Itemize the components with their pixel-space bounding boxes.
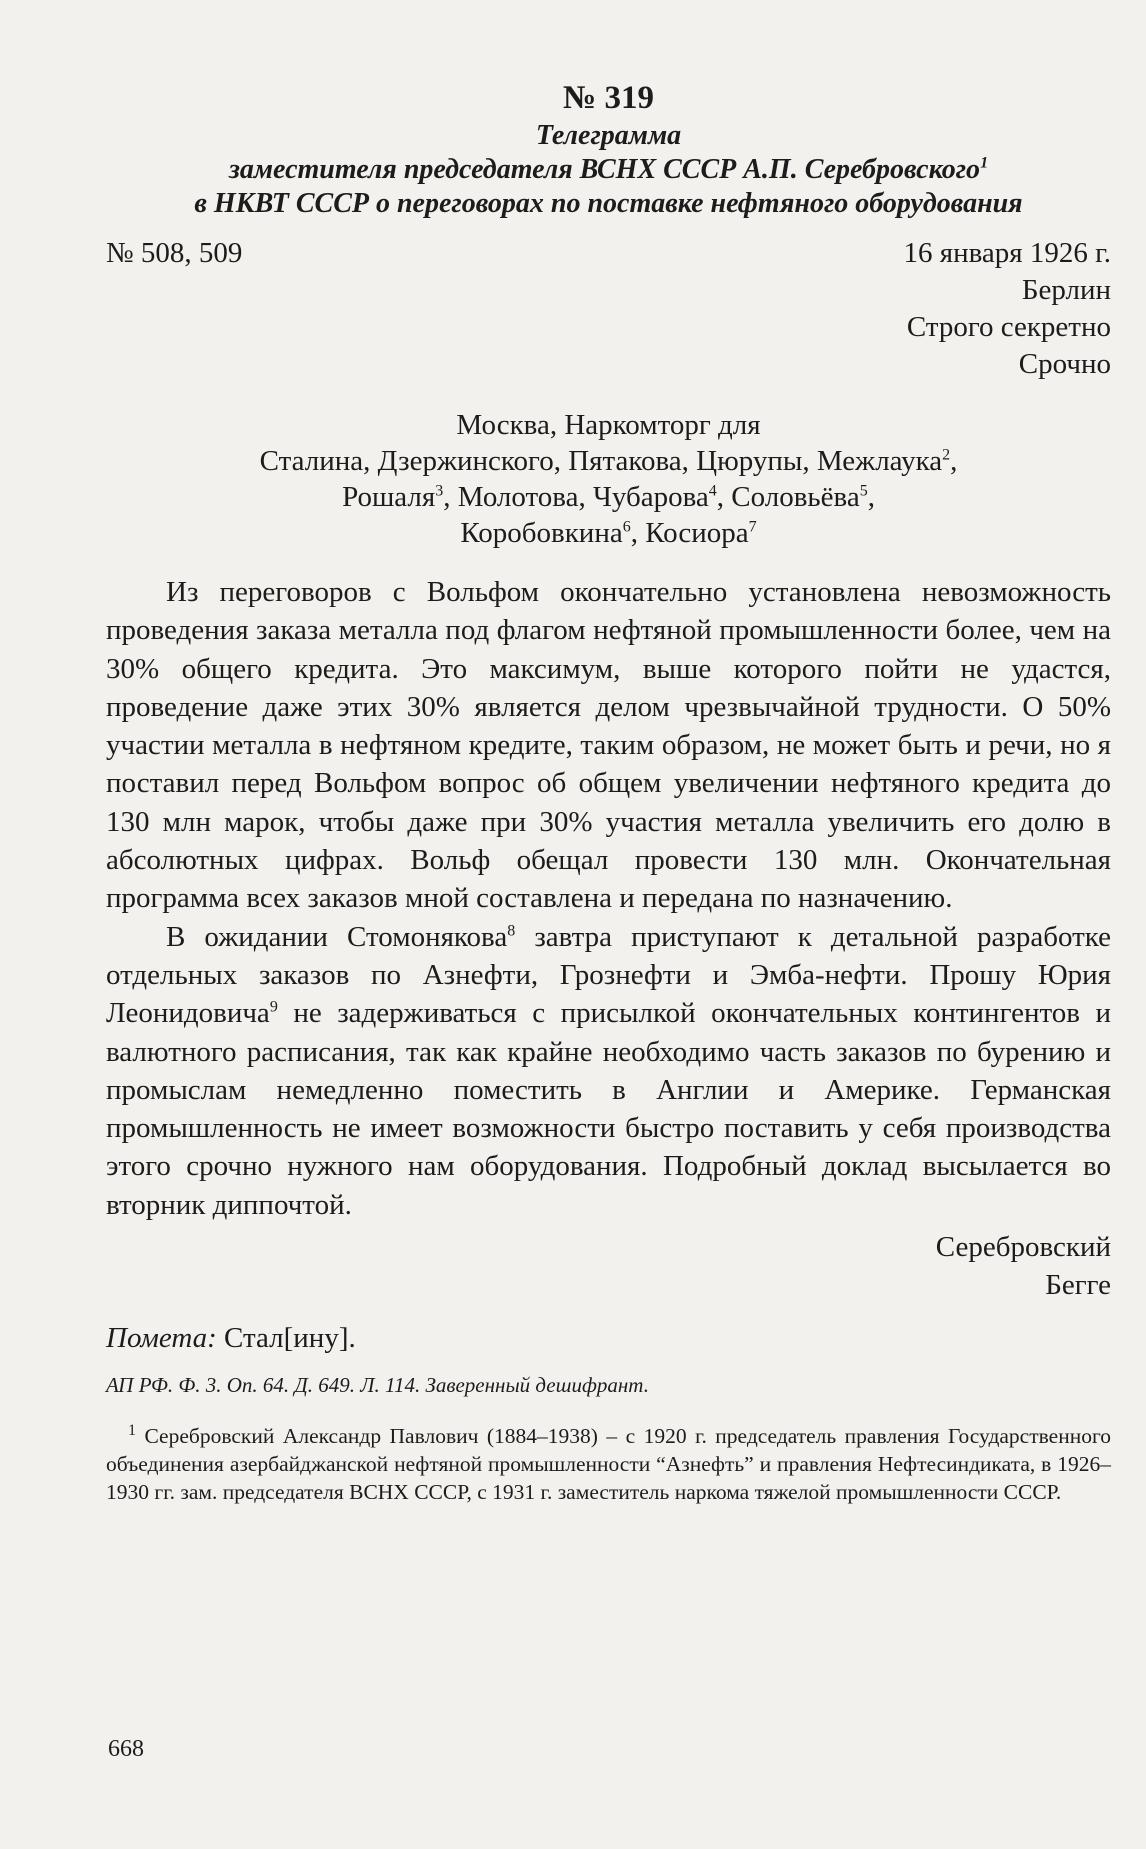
footnote-ref: 4 [708,482,717,500]
footnote-ref: 8 [507,922,516,940]
signatories [106,1228,1111,1304]
document-page [106,80,1111,1506]
footnote-ref: 9 [269,998,278,1016]
telegram-meta [106,235,1111,383]
document-date: 16 января 1926 г. [903,237,1111,269]
address-line-1: Москва, Наркомторг для [456,409,761,441]
footnote-ref: 7 [748,518,757,536]
document-type: Телеграмма [535,120,682,151]
footnote-ref: 3 [435,482,444,500]
reference-numbers: № 508, 509 [106,237,243,269]
footnote-ref: 6 [622,518,631,536]
telegram-body [106,573,1111,1224]
body-paragraph-1: Из переговоров с Вольфом окончательно установлена невозможность проведения заказа металла под флагом нефтяной промышленности более, чем на 30% общего кредита. Это максимум, выше которого пойти не удастся, проведение даже этих 30% является делом чрезвычайной трудности. О 50% участии металла в нефтяном кредите, таким образом, не может быть и речи, но я поставил перед Вольфом вопрос об общем увеличении нефтяного кредита до 130 млн марок, чтобы даже при 30% участия металла увеличить его долю в абсолютных цифрах. Вольф обещал провести 130 млн. Окончательная программа всех заказов мной составлена и передана по назначению. [106,576,1111,915]
annotation-label: Помета: [106,1322,217,1355]
address-line-2: Сталина, Дзержинского, Пятакова, Цюрупы, Межлаука$^2$, [259,445,958,477]
footnote: $^1$ Серебровский Александр Павлович (1884–1938) – с 1920 г. председатель правления Государственного объединения азербайджанской нефтяной промышленности “Азнефть” и правления Нефтесиндиката, в 1926–1930 гг. зам. председателя ВСНХ СССР, с 1931 г. заместитель наркома тяжелой промышленности СССР. [106,1421,1111,1505]
document-subtitle-line-3: в НКВТ СССР о переговорах по поставке нефтяного оборудования [194,188,1023,219]
address-line-4: Коробовкина$^6$, Косиора$^7$ [460,517,757,549]
document-place: Берлин [1021,274,1111,306]
urgency: Срочно [1018,348,1111,380]
annotation-text: Стал[ину]. [216,1322,356,1355]
signer: Бегге [1045,1269,1111,1302]
classification: Строго секретно [906,311,1111,343]
annotation [106,1322,1111,1355]
address-line-3: Рошаля$^3$, Молотова, Чубарова$^4$, Соловьёва$^5$, [342,481,875,513]
footnote-ref: 2 [942,446,951,464]
document-number: № 319 [563,80,654,116]
body-paragraph-2: В ожидании Стомонякова$^8$ завтра приступают к детальной разработке отдельных заказов по Азнефти, Грознефти и Эмба-нефти. Прошу Юрия Леонидовича$^9$ не задерживаться с присылкой окончательных контингентов и валютного расписания, так как крайне необходимо часть заказов по бурению и промыслам немедленно поместить в Англии и Америке. Германская промышленность не имеет возможности быстро поставить у себя производства этого срочно нужного нам оборудования. Подробный доклад высылается во вторник диппочтой. [106,920,1111,1221]
footnote-mark: 1 [128,1421,136,1439]
page-number: 668 [108,1736,144,1762]
archive-source: АП РФ. Ф. 3. Оп. 64. Д. 649. Л. 114. Заверенный дешифрант. [106,1373,649,1398]
signer: Серебровский [935,1231,1111,1264]
footnote-ref: 5 [859,482,868,500]
document-subtitle-line-2: заместителя председателя ВСНХ СССР А.П. Серебровского$^1$ [228,154,989,185]
footnote-ref: 1 [980,154,989,172]
addressees [106,407,1111,551]
